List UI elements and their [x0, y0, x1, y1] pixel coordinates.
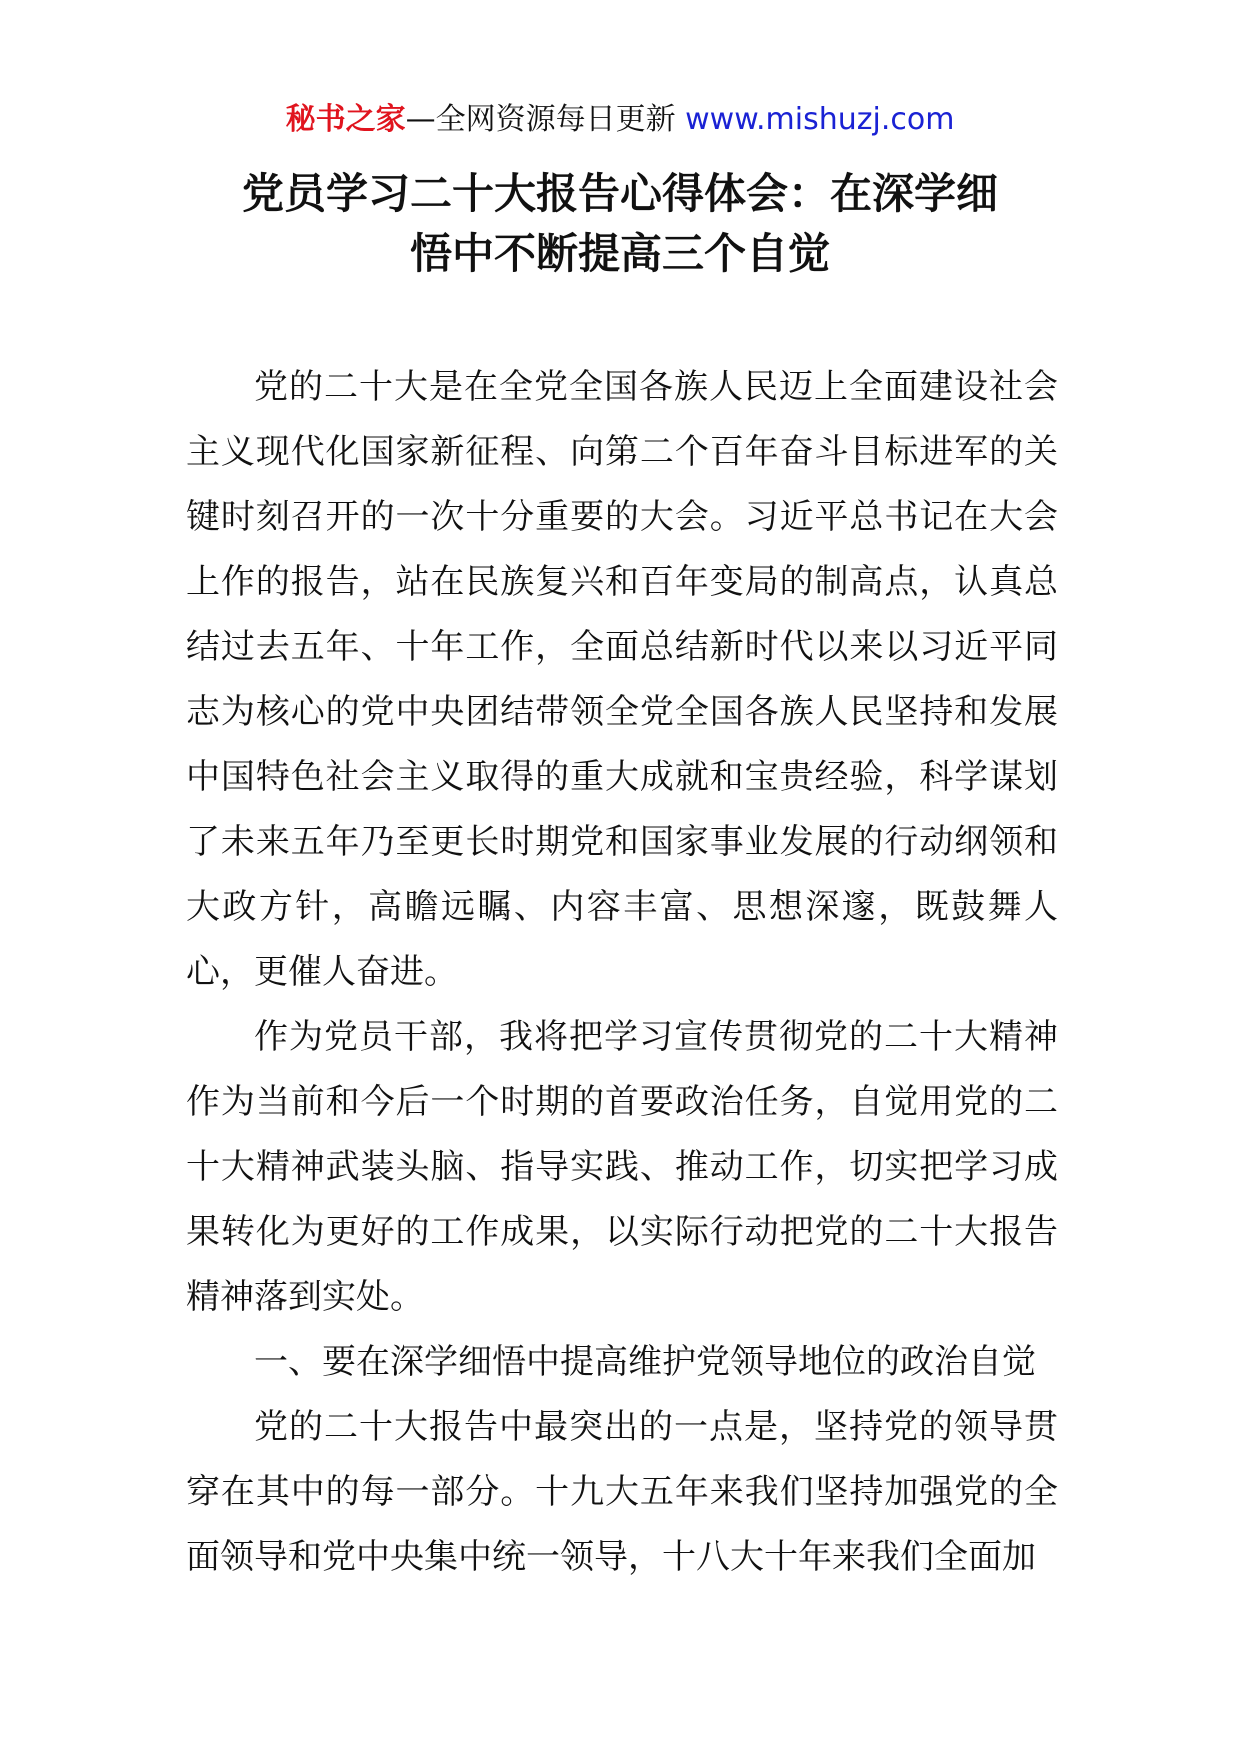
- paragraph-section-1: 党的二十大报告中最突出的一点是，坚持党的领导贯穿在其中的每一部分。十九大五年来我们坚持加强党的全面领导和党中央集中统一领导，十八大十年来我们全面加: [186, 1407, 1058, 1577]
- paragraph-intro: 党的二十大是在全党全国各族人民迈上全面建设社会主义现代化国家新征程、向第二个百年奋斗目标进军的关键时刻召开的一次十分重要的大会。习近平总书记在大会上作的报告，站在民族复兴和百年变局的制高点，认真总结过去五年、十年工作，全面总结新时代以来以习近平同志为核心的党中央团结带领全党全国各族人民坚持和发展中国特色社会主义取得的重大成就和宝贵经验，科学谋划了未来五年乃至更长时期党和国家事业发展的行动纲领和大政方针，高瞻远瞩、内容丰富、思想深邃，既鼓舞人心，更催人奋进。: [186, 367, 1058, 992]
- title-line-2: 悟中不断提高三个自觉: [409, 229, 830, 278]
- site-banner: [0, 98, 1240, 142]
- document-body: [186, 355, 1058, 1590]
- document-title: [160, 164, 1080, 284]
- brand-name: 秘书之家: [285, 102, 406, 137]
- banner-slogan: —全网资源每日更新: [405, 102, 676, 137]
- section-heading-1: 一、要在深学细悟中提高维护党领导地位的政治自觉: [254, 1342, 1036, 1382]
- paragraph-commitment: 作为党员干部，我将把学习宣传贯彻党的二十大精神作为当前和今后一个时期的首要政治任务，自觉用党的二十大精神武装头脑、指导实践、推动工作，切实把学习成果转化为更好的工作成果，以实际行动把党的二十大报告精神落到实处。: [186, 1017, 1058, 1317]
- site-url-link[interactable]: www.mishuzj.com: [685, 102, 955, 137]
- title-line-1: 党员学习二十大报告心得体会：在深学细: [241, 169, 998, 218]
